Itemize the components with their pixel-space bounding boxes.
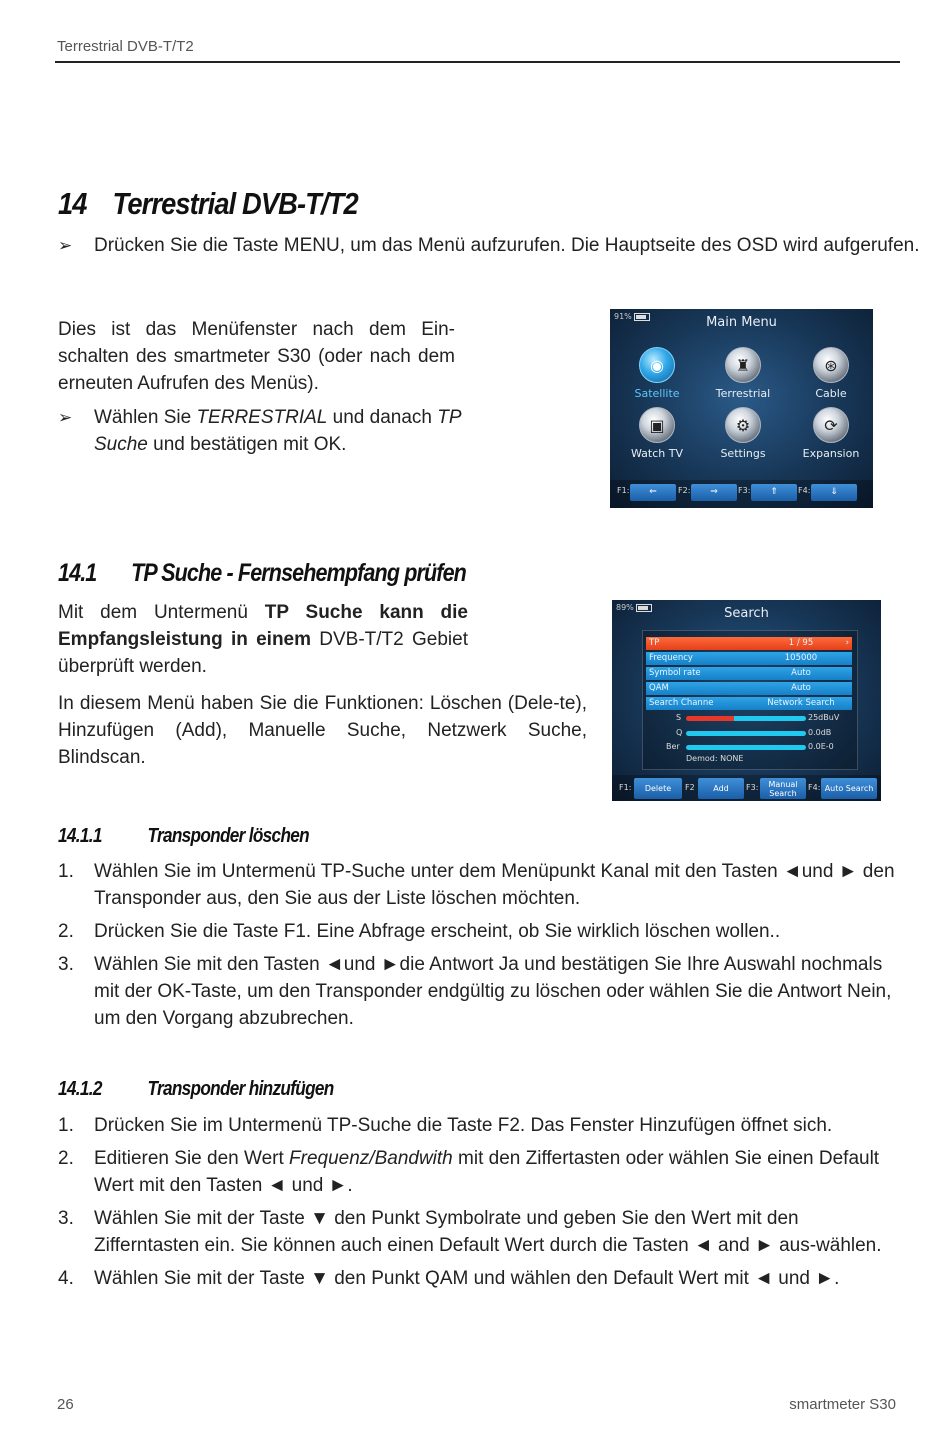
signal-strength-value: 25dBuV bbox=[808, 713, 840, 722]
row-value: Auto bbox=[791, 683, 811, 693]
function-key-bar bbox=[610, 480, 873, 508]
list-item-text: Wählen Sie mit der Taste ▼ den Punkt Symbolrate und geben Sie den Wert mit den Zifferntasten ein. Sie können auch einen Default Wert durch die Tasten ◄ and ► aus-wählen. bbox=[94, 1208, 882, 1256]
section-number: 14.1.2 bbox=[58, 1078, 102, 1100]
fkey-label: F2 bbox=[685, 783, 695, 792]
bullet-arrow-icon: ➢ bbox=[58, 236, 73, 255]
list-item bbox=[58, 1145, 908, 1199]
list-number: 3. bbox=[58, 954, 74, 975]
row-label: TP bbox=[649, 638, 660, 648]
menu-item-label: Settings bbox=[720, 447, 766, 460]
menu-item-cable bbox=[786, 347, 873, 400]
menu-item-satellite bbox=[612, 347, 702, 400]
add-steps-list bbox=[58, 1112, 908, 1298]
signal-strength-label: S bbox=[676, 713, 682, 722]
row-label: Search Channe bbox=[649, 698, 714, 708]
section-title: TP Suche - Fernsehempfang prüfen bbox=[131, 559, 466, 587]
menu-item-expansion bbox=[786, 407, 873, 460]
list-item bbox=[58, 1205, 908, 1259]
signal-quality-bar bbox=[686, 731, 806, 736]
delete-steps-list bbox=[58, 858, 908, 1038]
search-row-symbol-rate bbox=[646, 667, 852, 680]
search-row-frequency bbox=[646, 652, 852, 665]
list-item-text: mit den Ziffertasten oder wählen Sie einen Default Wert mit den Tasten ◄ und ►. bbox=[94, 1148, 880, 1196]
list-number: 1. bbox=[58, 861, 74, 882]
section-title: Terrestrial DVB-T/T2 bbox=[112, 186, 358, 221]
fkey-label: F2: bbox=[678, 486, 691, 495]
tv-icon: ▣ bbox=[639, 407, 675, 443]
menu-item-label: Expansion bbox=[802, 447, 860, 460]
intro-paragraph: Dies ist das Menüfenster nach dem Ein-schalten des smartmeter S30 (oder nach dem erneuten Aufrufen des Menüs). bbox=[58, 319, 455, 394]
section-number: 14.1.1 bbox=[58, 825, 102, 847]
refresh-icon: ⟳ bbox=[813, 407, 849, 443]
up-arrow-icon: ⇑ bbox=[751, 484, 797, 501]
list-item-text: Drücken Sie im Untermenü TP-Suche die Taste F2. Das Fenster Hinzufügen öffnet sich. bbox=[94, 1115, 833, 1136]
tp-search-paragraph bbox=[58, 599, 468, 680]
fkey-label: F4: bbox=[798, 486, 811, 495]
search-row-tp bbox=[646, 637, 852, 650]
section-number: 14.1 bbox=[58, 559, 97, 587]
screen-title: Main Menu bbox=[706, 315, 777, 330]
function-key-bar bbox=[612, 775, 881, 801]
paragraph-text: DVB-T/T2 Gebiet überprüft werden. bbox=[58, 629, 468, 677]
section-14-1-heading bbox=[58, 559, 466, 588]
row-value: Auto bbox=[791, 668, 811, 678]
section-14-heading bbox=[58, 186, 358, 222]
search-row-qam bbox=[646, 682, 852, 695]
section-14-1-2-heading bbox=[58, 1078, 334, 1101]
ber-label: Ber bbox=[666, 742, 680, 751]
gear-icon: ⚙ bbox=[725, 407, 761, 443]
menu-term: Frequenz/Bandwith bbox=[289, 1148, 453, 1169]
menu-item-watch-tv bbox=[612, 407, 702, 460]
bullet-text: Drücken Sie die Taste MENU, um das Menü aufzurufen. Die Hauptseite des OSD wird aufgerufen. bbox=[94, 235, 920, 256]
manual-search-button: Manual Search bbox=[760, 778, 806, 799]
list-item-text: Editieren Sie den Wert bbox=[94, 1148, 290, 1169]
section-number: 14 bbox=[58, 186, 87, 221]
row-value: 105000 bbox=[784, 653, 818, 663]
emphasis-text: TP Suche kann die Empfangsleistung in einem bbox=[58, 602, 468, 650]
battery-level: 89% bbox=[616, 603, 634, 612]
list-item bbox=[58, 858, 908, 912]
search-screenshot bbox=[612, 600, 881, 801]
list-number: 2. bbox=[58, 1148, 74, 1169]
menu-item-label: Satellite bbox=[634, 387, 680, 400]
list-item bbox=[58, 1265, 908, 1292]
menu-term: TP Suche bbox=[94, 407, 461, 455]
add-button: Add bbox=[698, 778, 744, 799]
signal-quality-label: Q bbox=[676, 728, 683, 737]
bullet-item bbox=[58, 404, 466, 458]
signal-strength-bar bbox=[686, 716, 806, 721]
running-header: Terrestrial DVB-T/T2 bbox=[57, 38, 194, 55]
section-title: Transponder hinzufügen bbox=[147, 1078, 334, 1100]
menu-item-label: Terrestrial bbox=[715, 387, 771, 400]
list-item-text: Wählen Sie mit den Tasten ◄und ►die Antwort Ja und bestätigen Sie Ihre Auswahl nochmals mit der OK-Taste, um den Transponder endgültig zu löschen oder wählen Sie die Antwort Nein, um den Vorgang abzubrechen. bbox=[94, 954, 892, 1029]
list-item bbox=[58, 918, 908, 945]
cable-icon: ⊛ bbox=[813, 347, 849, 383]
list-item-text: Drücken Sie die Taste F1. Eine Abfrage erscheint, ob Sie wirklich löschen wollen.. bbox=[94, 921, 781, 942]
list-number: 3. bbox=[58, 1208, 74, 1229]
menu-term: TERRESTRIAL bbox=[196, 407, 328, 428]
fkey-label: F4: bbox=[808, 783, 821, 792]
row-label: QAM bbox=[649, 683, 669, 693]
list-item-text: Wählen Sie mit der Taste ▼ den Punkt QAM und wählen den Default Wert mit ◄ und ►. bbox=[94, 1268, 840, 1289]
signal-quality-value: 0.0dB bbox=[808, 728, 832, 737]
right-arrow-icon: ⇒ bbox=[691, 484, 737, 501]
search-row-search-channel bbox=[646, 697, 852, 710]
menu-item-terrestrial bbox=[698, 347, 788, 400]
footer-product: smartmeter S30 bbox=[789, 1396, 896, 1413]
list-item bbox=[58, 951, 908, 1032]
left-arrow-icon: ⇐ bbox=[630, 484, 676, 501]
list-number: 2. bbox=[58, 921, 74, 942]
menu-item-label: Watch TV bbox=[631, 447, 683, 460]
ber-value: 0.0E-0 bbox=[808, 742, 834, 751]
bullet-text: und bestätigen mit OK. bbox=[147, 434, 347, 455]
ber-bar bbox=[686, 745, 806, 750]
row-label: Frequency bbox=[649, 653, 693, 663]
page-number: 26 bbox=[57, 1396, 74, 1413]
functions-paragraph: In diesem Menü haben Sie die Funktionen: Löschen (Dele-te), Hinzufügen (Add), Manuelle Suche, Netzwerk Suche, Blindscan. bbox=[58, 693, 587, 768]
fkey-label: F1: bbox=[619, 783, 632, 792]
list-item bbox=[58, 1112, 908, 1139]
section-title: Transponder löschen bbox=[147, 825, 309, 847]
row-value: Network Search bbox=[767, 698, 835, 708]
antenna-icon: ♜ bbox=[725, 347, 761, 383]
screen-title: Search bbox=[724, 606, 769, 621]
fkey-label: F3: bbox=[738, 486, 751, 495]
row-label: Symbol rate bbox=[649, 668, 701, 678]
list-number: 4. bbox=[58, 1268, 74, 1289]
menu-item-label: Cable bbox=[815, 387, 847, 400]
bullet-text: Wählen Sie bbox=[94, 407, 197, 428]
row-value: 1 / 95 bbox=[788, 638, 814, 648]
main-menu-screenshot bbox=[610, 309, 873, 508]
bullet-text: und danach bbox=[327, 407, 438, 428]
list-number: 1. bbox=[58, 1115, 74, 1136]
bullet-arrow-icon: ➢ bbox=[58, 408, 73, 427]
auto-search-button: Auto Search bbox=[821, 778, 877, 799]
list-item-text: Wählen Sie im Untermenü TP-Suche unter dem Menüpunkt Kanal mit den Tasten ◄und ► den Transponder aus, den Sie aus der Liste löschen möchten. bbox=[94, 861, 895, 909]
section-14-1-1-heading bbox=[58, 825, 309, 848]
header-rule bbox=[55, 61, 900, 63]
satellite-icon: ◉ bbox=[639, 347, 675, 383]
delete-button: Delete bbox=[634, 778, 682, 799]
fkey-label: F1: bbox=[617, 486, 630, 495]
battery-level: 91% bbox=[614, 312, 632, 321]
bullet-item bbox=[58, 232, 924, 259]
paragraph-text: Mit dem Untermenü bbox=[58, 602, 265, 623]
demod-status: Demod: NONE bbox=[686, 754, 744, 763]
down-arrow-icon: ⇓ bbox=[811, 484, 857, 501]
menu-item-settings bbox=[698, 407, 788, 460]
fkey-label: F3: bbox=[746, 783, 759, 792]
chevron-right-icon: › bbox=[845, 638, 849, 648]
